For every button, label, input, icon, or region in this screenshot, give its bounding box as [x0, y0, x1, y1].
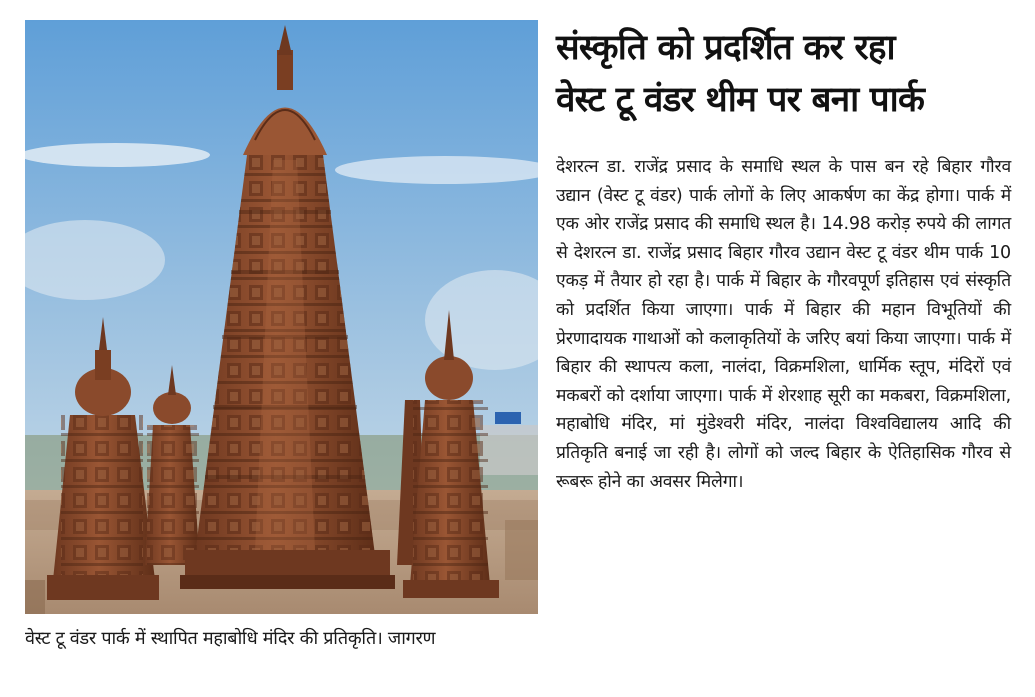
article-photo — [25, 20, 538, 614]
article-body: देशरत्न डा. राजेंद्र प्रसाद के समाधि स्थल के पास बन रहे बिहार गौरव उद्यान (वेस्ट टू वंडर) पार्क लोगों के लिए आकर्षण का केंद्र होगा। पार्क में एक ओर राजेंद्र प्रसाद की समाधि स्थल है। 14.98 करोड़ रुपये की लागत से देशरत्न डा. राजेंद्र प्रसाद बिहार गौरव उद्यान वेस्ट टू वंडर थीम पार्क 10 एकड़ में तैयार हो रहा है। पार्क में बिहार के गौरवपूर्ण इतिहास एवं संस्कृति को प्रदर्शित किया जाएगा। पार्क में बिहार की महान विभूतियों की प्रेरणादायक गाथाओं को कलाकृतियों के जरिए बयां किया जाएगा। पार्क में बिहार की स्थापत्य कला, नालंदा, विक्रमशिला, धार्मिक स्तूप, मंदिरों एवं मकबरों को दर्शाया जाएगा। पार्क में शेरशाह सूरी का मकबरा, विक्रमशिला, महाबोधि मंदिर, मां मुंडेश्वरी मंदिर, नालंदा विश्वविद्यालय आदि की प्रतिकृति बनाई जा रही है। लोगों को जल्द बिहार के ऐतिहासिक गौरव से रूबरू होने का अवसर मिलेगा। — [556, 157, 1011, 492]
article-headline — [556, 22, 1026, 126]
photo-caption: वेस्ट टू वंडर पार्क में स्थापित महाबोधि मंदिर की प्रतिकृति। जागरण — [25, 628, 436, 649]
headline-line-2: वेस्ट टू वंडर थीम पर बना पार्क — [556, 80, 925, 120]
headline-line-1: संस्कृति को प्रदर्शित कर रहा — [556, 28, 895, 68]
mahabodhi-replica-image — [25, 20, 538, 614]
